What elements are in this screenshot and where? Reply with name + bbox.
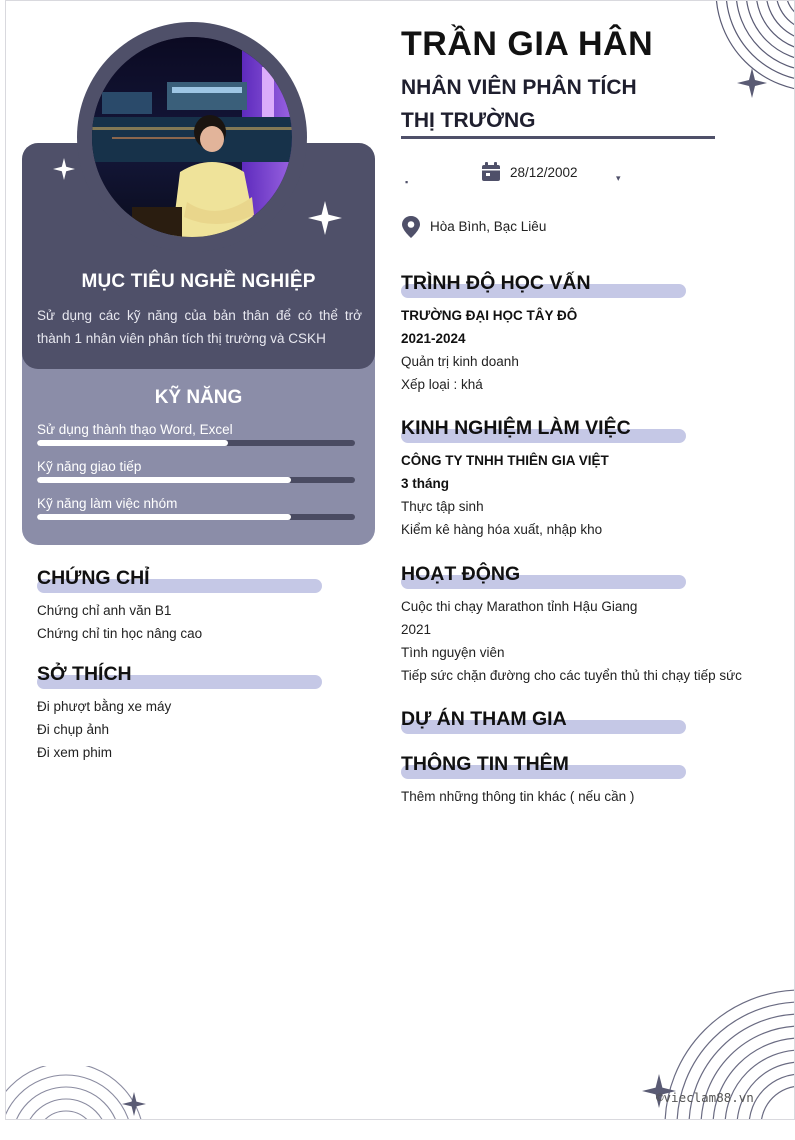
projects-section <box>401 708 741 734</box>
experience-title: KINH NGHIỆM LÀM VIỆC <box>401 417 631 439</box>
school-name: TRƯỜNG ĐẠI HỌC TÂY ĐÔ <box>401 308 578 323</box>
education-title: TRÌNH ĐỘ HỌC VẤN <box>401 272 591 294</box>
company-name: CÔNG TY TNHH THIÊN GIA VIỆT <box>401 453 609 468</box>
experience-section <box>401 417 741 541</box>
birthdate: 28/12/2002 <box>510 164 578 180</box>
activities-section <box>401 563 771 687</box>
job-title-line: NHÂN VIÊN PHÂN TÍCH <box>401 76 637 99</box>
calendar-icon <box>481 162 501 182</box>
chevron-down-icon: ▾ <box>616 173 621 183</box>
skill-item <box>37 459 355 483</box>
address-row <box>401 216 546 236</box>
experience-position: Thực tập sinh <box>401 499 484 514</box>
activity-event: Cuộc thi chạy Marathon tỉnh Hậu Giang <box>401 599 638 614</box>
dot-mark: ▪ <box>405 177 409 187</box>
sparkle-icon <box>122 1092 146 1119</box>
extra-info-section <box>401 753 741 808</box>
hobby-item: Đi xem phim <box>37 745 113 760</box>
extra-info-text: Thêm những thông tin khác ( nếu cần ) <box>401 789 635 804</box>
skill-bar <box>37 440 355 446</box>
skill-bar <box>37 477 355 483</box>
certificates-title: CHỨNG CHỈ <box>37 567 150 589</box>
sparkle-icon <box>308 201 342 238</box>
certificates-section <box>37 567 337 645</box>
objective-title: MỤC TIÊU NGHỀ NGHIỆP <box>81 271 316 292</box>
sparkle-icon <box>53 158 75 183</box>
projects-title: DỰ ÁN THAM GIA <box>401 708 567 730</box>
address: Hòa Bình, Bạc Liêu <box>430 218 547 234</box>
sparkle-icon <box>737 68 767 101</box>
skill-bar <box>37 514 355 520</box>
hobbies-section <box>37 663 337 764</box>
education-major: Quản trị kinh doanh <box>401 354 519 369</box>
objective-text: Sử dụng các kỹ năng của bản thân để có thể trở thành 1 nhân viên phân tích thị trường và CSKH <box>37 308 362 346</box>
job-title <box>401 71 731 137</box>
skill-item <box>37 422 355 446</box>
skill-bar-fill <box>37 477 291 483</box>
skill-label: Sử dụng thành thạo Word, Excel <box>37 422 233 437</box>
education-years: 2021-2024 <box>401 331 466 346</box>
hobby-item: Đi chụp ảnh <box>37 722 110 737</box>
skill-label: Kỹ năng làm việc nhóm <box>37 496 178 511</box>
avatar <box>92 37 292 237</box>
skill-label: Kỹ năng giao tiếp <box>37 459 142 474</box>
experience-task: Kiểm kê hàng hóa xuất, nhập kho <box>401 522 603 537</box>
watermark: ©vieclam88.vn <box>656 1090 754 1105</box>
hobby-item: Đi phượt bằng xe máy <box>37 699 172 714</box>
header-divider <box>401 136 715 139</box>
certificate-item: Chứng chỉ anh văn B1 <box>37 603 172 618</box>
hobbies-title: SỞ THÍCH <box>37 663 132 685</box>
activity-year: 2021 <box>401 622 432 637</box>
cv-page <box>5 0 795 1120</box>
skill-item <box>37 496 355 520</box>
location-pin-icon <box>401 216 421 236</box>
activity-role: Tình nguyện viên <box>401 645 505 660</box>
birthdate-row <box>481 162 578 182</box>
candidate-name: TRẦN GIA HÂN <box>401 25 654 63</box>
skills-title: KỸ NĂNG <box>154 387 243 408</box>
skill-bar-fill <box>37 514 291 520</box>
skill-bar-fill <box>37 440 228 446</box>
certificate-item: Chứng chỉ tin học nâng cao <box>37 626 203 641</box>
experience-duration: 3 tháng <box>401 476 450 491</box>
activity-detail: Tiếp sức chặn đường cho các tuyển thủ thi chạy tiếp sức <box>401 668 742 683</box>
education-grade: Xếp loại : khá <box>401 377 483 392</box>
education-section <box>401 272 741 396</box>
job-title-line: THỊ TRƯỜNG <box>401 109 536 132</box>
activities-title: HOẠT ĐỘNG <box>401 563 521 585</box>
extra-info-title: THÔNG TIN THÊM <box>401 753 569 775</box>
